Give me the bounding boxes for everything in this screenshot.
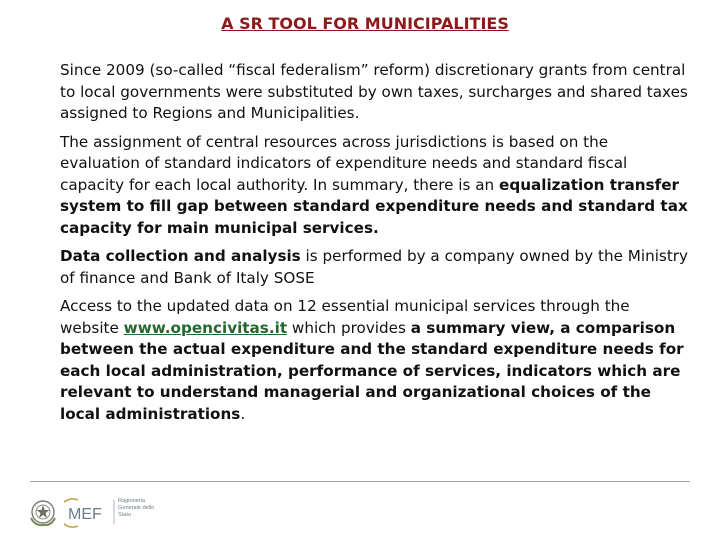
paragraph-4 xyxy=(60,296,690,425)
paragraph-3-bold: Data collection and analysis xyxy=(60,247,301,265)
paragraph-4-text: Access to the updated data on 12 essential municipal services through the website xyxy=(60,297,630,337)
paragraph-4-text-2: which provides xyxy=(287,318,411,337)
paragraph-4-end: . xyxy=(240,404,246,423)
paragraph-1: Since 2009 (so-called “fiscal federalism” reform) discretionary grants from central to local governments were substituted by own taxes, surcharges and shared taxes assigned to Regions and Municipalities. xyxy=(60,61,688,122)
paragraph-2-bold: equalization transfer system to fill gap between standard expenditure needs and standard tax capacity for main municipal services. xyxy=(60,175,688,237)
body-text xyxy=(60,60,690,432)
paragraph-2-text: The assignment of central resources across jurisdictions is based on the evaluation of standard indicators of expenditure needs and standard fiscal capacity for each local authority. In summary, there is an xyxy=(60,132,628,194)
paragraph-3 xyxy=(60,246,690,289)
paragraph-4-bold: a summary view, a comparison between the actual expenditure and the standard expenditure needs for each local administration, performance of services, indicators which are relevant to understand managerial and organizational choices of the local administrations xyxy=(60,318,684,423)
footer-divider xyxy=(30,481,690,482)
page-title: A SR TOOL FOR MUNICIPALITIES xyxy=(221,14,509,33)
mef-department-text: Ragioneria Generale dello Stato xyxy=(118,498,155,518)
paragraph-3-text: is performed by a company owned by the Ministry of finance and Bank of Italy SOSE xyxy=(60,247,689,287)
mef-logo-text: MEF xyxy=(68,506,102,523)
paragraph-2 xyxy=(60,132,690,240)
mef-logo xyxy=(64,494,169,530)
opencivitas-link[interactable]: www.opencivitas.it xyxy=(123,318,288,337)
italian-republic-emblem-icon xyxy=(26,496,60,528)
